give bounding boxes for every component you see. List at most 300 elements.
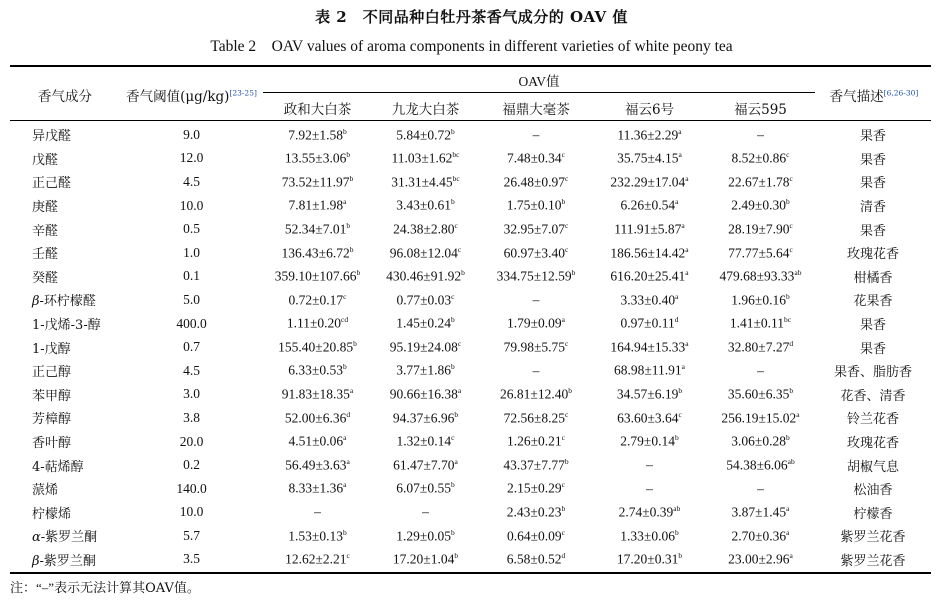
component-name (10, 170, 120, 194)
component-label: 1-戊烯-3-醇 (32, 318, 101, 334)
oav-value-cell (479, 359, 593, 383)
oav-value-cell (263, 548, 372, 572)
oav-value-cell (593, 453, 706, 477)
oav-value: 1.29±0.05 (396, 528, 451, 544)
header-rule (10, 120, 931, 121)
oav-value: 430.46±91.92 (386, 268, 462, 284)
top-rule (10, 65, 931, 67)
oav-value: 3.33±0.40 (620, 292, 676, 308)
aroma-description: 果香 (859, 152, 886, 168)
note-prefix: 注： (10, 581, 37, 596)
threshold-value: 0.2 (183, 457, 200, 473)
significance-letter: b (454, 551, 459, 561)
oav-value-cell (593, 548, 706, 572)
component-name (10, 383, 120, 407)
bottom-rule (10, 572, 931, 574)
oav-value: 232.29±17.04 (610, 174, 686, 190)
significance-letter: c (561, 433, 565, 443)
oav-value: 60.97±3.40 (503, 245, 566, 261)
table-row (10, 194, 931, 218)
significance-letter: b (450, 362, 455, 372)
oav-value: 1.53±0.13 (288, 528, 343, 544)
oav-value: 2.74±0.39 (618, 504, 674, 520)
component-name (10, 453, 120, 477)
threshold-value: 0.1 (183, 268, 200, 284)
table-row (10, 501, 931, 525)
oav-value: 61.47±7.70 (393, 457, 455, 473)
threshold-value: 3.8 (183, 409, 200, 425)
component-name (10, 147, 120, 171)
significance-letter: b (450, 315, 455, 325)
component-label: 壬醛 (32, 247, 59, 263)
threshold-value: 20.0 (179, 433, 204, 449)
oav-value-cell (263, 288, 372, 312)
significance-letter: bc (784, 315, 792, 325)
oav-value-cell (372, 265, 479, 289)
oav-value-cell (593, 241, 706, 265)
significance-letter: b (356, 268, 361, 278)
significance-letter: a (343, 197, 347, 207)
oav-value: 73.52±11.97 (281, 174, 350, 190)
oav-value-cell (593, 477, 706, 501)
header-threshold (120, 85, 263, 105)
significance-letter: c (565, 220, 569, 230)
significance-letter: c (565, 338, 569, 348)
significance-letter: c (457, 244, 462, 254)
oav-value: 96.08±12.04 (389, 245, 458, 261)
oav-value-cell (479, 406, 593, 430)
component-label: -紫罗兰酮 (39, 553, 96, 569)
header-threshold-ref: [23-25] (229, 88, 257, 98)
significance-letter: c (789, 244, 793, 254)
oav-value-cell (263, 265, 372, 289)
oav-value: 77.77±5.64 (728, 245, 790, 261)
significance-letter: d (346, 409, 351, 419)
significance-letter: a (675, 291, 679, 301)
significance-letter: b (785, 197, 790, 207)
significance-letter: ab (787, 456, 795, 466)
oav-value-cell (479, 335, 593, 359)
significance-letter: b (561, 504, 566, 514)
table-row (10, 430, 931, 454)
oav-value-cell (372, 288, 479, 312)
oav-value: 6.58±0.52 (506, 551, 562, 567)
significance-letter: a (678, 150, 682, 160)
oav-value-cell (593, 359, 706, 383)
significance-letter: a (343, 480, 347, 490)
oav-value: 28.19±7.90 (728, 221, 790, 237)
oav-value: 52.00±6.36 (284, 410, 347, 426)
oav-value-cell (372, 217, 479, 241)
oav-value: 334.75±12.59 (496, 268, 572, 284)
component-label: -环柠檬醛 (39, 294, 96, 310)
table-row (10, 548, 931, 572)
oav-value-cell (706, 265, 815, 289)
threshold-value: 10.0 (179, 504, 204, 520)
oav-value: 256.19±15.02 (721, 410, 797, 426)
significance-letter: b (461, 268, 465, 278)
oav-value-cell (372, 501, 479, 525)
threshold-value: 1.0 (183, 244, 200, 260)
component-name (10, 406, 120, 430)
threshold-value: 0.7 (183, 339, 200, 355)
significance-letter: cd (341, 315, 349, 325)
component-name (10, 430, 120, 454)
oav-value-cell (593, 501, 706, 525)
significance-letter: b (450, 527, 455, 537)
oav-value: 1.26±0.21 (506, 433, 562, 449)
threshold-value: 9.0 (183, 126, 200, 142)
table-body (10, 123, 931, 571)
oav-value-cell (706, 335, 815, 359)
oav-value-cell (479, 477, 593, 501)
oav-value: 91.83±18.35 (281, 386, 350, 402)
table-row (10, 288, 931, 312)
component-label: 柠檬烯 (32, 506, 72, 522)
significance-letter: a (681, 362, 685, 372)
oav-value-cell (263, 123, 372, 147)
significance-letter: b (785, 291, 790, 301)
oav-value: 23.00±2.96 (728, 551, 790, 567)
oav-value: 32.80±7.27 (727, 339, 790, 355)
component-name (10, 241, 120, 265)
oav-value-cell (263, 383, 372, 407)
aroma-description: 果香 (859, 129, 886, 145)
significance-letter: a (678, 126, 682, 136)
oav-value-cell (706, 194, 815, 218)
note-dash: “–” (36, 580, 55, 595)
oav-value: 1.32±0.14 (396, 433, 452, 449)
note-text: 表示无法计算其OAV值。 (54, 581, 200, 596)
oav-value: 32.95±7.07 (503, 221, 566, 237)
header-description-label: 香气描述 (829, 89, 884, 105)
oav-value: 6.33±0.53 (288, 362, 343, 378)
oav-value-cell (479, 312, 593, 336)
oav-value: 56.49±3.63 (285, 457, 347, 473)
header-description-ref: [6,26-30] (883, 88, 919, 98)
oav-value: 186.56±14.42 (610, 245, 686, 261)
table-row (10, 477, 931, 501)
oav-value-cell (706, 217, 815, 241)
significance-letter: c (678, 409, 682, 419)
oav-value: 13.55±3.06 (284, 150, 347, 166)
oav-value: 94.37±6.96 (392, 410, 455, 426)
oav-value: 7.81±1.98 (288, 197, 344, 213)
aroma-description: 果香、脂肪香 (833, 365, 912, 381)
significance-letter: b (678, 386, 683, 396)
oav-value: 7.92±1.58 (288, 127, 343, 143)
oav-value-cell (479, 265, 593, 289)
significance-letter: a (346, 456, 350, 466)
oav-value: 52.34±7.01 (284, 221, 347, 237)
oav-value: 63.60±3.64 (617, 410, 679, 426)
significance-letter: c (786, 150, 790, 160)
aroma-description: 清香 (859, 200, 886, 216)
aroma-description: 铃兰花香 (846, 412, 899, 428)
significance-letter: b (342, 126, 347, 136)
component-label: 正己醇 (32, 365, 72, 381)
significance-letter: b (674, 527, 679, 537)
oav-value-cell (372, 430, 479, 454)
significance-letter: b (349, 173, 354, 183)
table-row (10, 383, 931, 407)
oav-value: 43.37±7.77 (503, 457, 565, 473)
oav-value-cell (263, 501, 372, 525)
significance-letter: b (342, 527, 347, 537)
threshold-value: 4.5 (183, 362, 200, 378)
oav-value: 0.72±0.17 (288, 292, 344, 308)
oav-value: 136.43±6.72 (281, 245, 350, 261)
significance-letter: d (561, 551, 566, 561)
oav-value: 2.49±0.30 (731, 197, 786, 213)
oav-value-cell (372, 548, 479, 572)
oav-value-cell (479, 147, 593, 171)
aroma-description: 紫罗兰花香 (840, 530, 906, 546)
threshold-value: 5.0 (183, 291, 200, 307)
oav-value: 8.33±1.36 (288, 480, 344, 496)
significance-letter: b (450, 197, 455, 207)
oav-value-cell (372, 194, 479, 218)
aroma-description: 柠檬香 (853, 506, 893, 522)
oav-value-cell (593, 383, 706, 407)
significance-letter: bc (452, 150, 460, 160)
oav-value: 0.97±0.11 (620, 315, 675, 331)
oav-value: 6.26±0.54 (620, 197, 676, 213)
oav-value: – (314, 504, 321, 520)
oav-value-cell (479, 453, 593, 477)
component-label: 辛醛 (32, 223, 59, 239)
aroma-description: 紫罗兰花香 (840, 553, 906, 569)
oav-value: 34.57±6.19 (616, 386, 679, 402)
component-label: 庚醛 (32, 200, 59, 216)
oav-value-cell (706, 430, 815, 454)
significance-letter: c (561, 480, 565, 490)
oav-value-cell (706, 147, 815, 171)
significance-letter: a (349, 386, 354, 396)
significance-letter: a (343, 433, 347, 443)
significance-letter: c (565, 409, 569, 419)
significance-letter: c (565, 244, 569, 254)
component-label: 正己醛 (32, 176, 72, 192)
oav-value-cell (263, 170, 372, 194)
oav-value: 1.11±0.20 (286, 315, 342, 331)
threshold-value: 0.5 (183, 221, 200, 237)
oav-value-cell (706, 406, 815, 430)
oav-value: 35.75±4.15 (617, 150, 679, 166)
significance-letter: c (565, 173, 569, 183)
significance-letter: b (674, 433, 679, 443)
oav-value-cell (706, 312, 815, 336)
significance-letter: b (561, 197, 566, 207)
oav-value-cell (372, 241, 479, 265)
oav-value-cell (479, 217, 593, 241)
significance-letter: b (454, 409, 459, 419)
significance-letter: a (685, 244, 689, 254)
oav-value: – (646, 457, 653, 473)
component-name (10, 123, 120, 147)
oav-value-cell (372, 383, 479, 407)
oav-value-cell (593, 312, 706, 336)
component-name (10, 524, 120, 548)
isomer-prefix: α (32, 530, 41, 546)
significance-letter: c (789, 220, 793, 230)
oav-value: 79.98±5.75 (503, 339, 566, 355)
oav-value: 0.64±0.09 (506, 528, 562, 544)
significance-letter: b (785, 433, 790, 443)
component-label: 戊醛 (32, 152, 59, 168)
oav-value: 3.43±0.61 (396, 197, 451, 213)
component-name (10, 217, 120, 241)
component-label: 癸醛 (32, 270, 59, 286)
oav-value-cell (706, 359, 815, 383)
aroma-description: 果香 (859, 341, 886, 357)
oav-value-cell (263, 453, 372, 477)
aroma-description: 花香、清香 (840, 388, 906, 404)
aroma-description: 玫瑰花香 (846, 436, 899, 452)
oav-value-cell (479, 241, 593, 265)
oav-value: – (646, 480, 653, 496)
oav-value-cell (706, 170, 815, 194)
significance-letter: b (564, 456, 569, 466)
significance-letter: ab (673, 504, 681, 514)
component-name (10, 265, 120, 289)
oav-value-cell (263, 477, 372, 501)
table-row (10, 524, 931, 548)
oav-value-cell (263, 217, 372, 241)
oav-value-cell (479, 501, 593, 525)
oav-value: 2.70±0.36 (731, 528, 787, 544)
component-label: 异戊醛 (32, 129, 72, 145)
table-row (10, 241, 931, 265)
oav-value-cell (706, 288, 815, 312)
oav-value: 2.79±0.14 (620, 433, 675, 449)
significance-letter: c (454, 220, 458, 230)
oav-value: – (757, 126, 764, 142)
oav-value: 8.52±0.86 (731, 150, 787, 166)
threshold-value: 4.5 (183, 173, 200, 189)
aroma-description: 柑橘香 (853, 270, 893, 286)
header-variety-4: 福云6号 (624, 102, 675, 118)
threshold-value: 140.0 (176, 480, 207, 496)
header-variety-1: 政和大白茶 (283, 102, 352, 118)
oav-value-cell (593, 430, 706, 454)
significance-letter: a (675, 197, 679, 207)
header-variety-5: 福云595 (734, 102, 787, 118)
oav-value: 12.62±2.21 (285, 551, 347, 567)
threshold-value: 5.7 (183, 527, 200, 543)
header-variety-3: 福鼎大毫茶 (502, 102, 570, 118)
oav-value: 17.20±1.04 (392, 551, 455, 567)
oav-value-cell (593, 524, 706, 548)
oav-value: – (757, 480, 764, 496)
oav-value: 54.38±6.06 (726, 457, 788, 473)
oav-value: 24.38±2.80 (393, 221, 455, 237)
oav-subheader-rule (263, 92, 815, 93)
oav-value: 2.43±0.23 (506, 504, 562, 520)
significance-letter: c (346, 551, 350, 561)
oav-value-cell (263, 241, 372, 265)
aroma-description: 胡椒气息 (846, 459, 899, 475)
significance-letter: bc (452, 173, 460, 183)
threshold-value: 12.0 (179, 150, 204, 166)
significance-letter: a (454, 456, 458, 466)
significance-letter: a (457, 386, 462, 396)
oav-value-cell (263, 406, 372, 430)
significance-letter: b (346, 150, 351, 160)
oav-table (10, 123, 931, 571)
component-label: 蒎烯 (32, 483, 59, 499)
oav-value: 1.75±0.10 (506, 197, 562, 213)
oav-value: 0.77±0.03 (396, 292, 452, 308)
oav-value-cell (263, 312, 372, 336)
oav-value: 1.41±0.11 (729, 315, 785, 331)
oav-value: 26.48±0.97 (503, 174, 566, 190)
significance-letter: b (349, 244, 354, 254)
oav-value-cell (706, 524, 815, 548)
threshold-value: 3.0 (183, 386, 200, 402)
oav-value: 2.15±0.29 (506, 480, 562, 496)
significance-letter: ab (794, 268, 802, 278)
oav-value: 68.98±11.91 (613, 362, 682, 378)
oav-value: 6.07±0.55 (396, 480, 451, 496)
oav-value-cell (706, 548, 815, 572)
oav-value: 4.51±0.06 (288, 433, 344, 449)
significance-letter: c (451, 433, 455, 443)
oav-value: 1.96±0.16 (731, 292, 786, 308)
oav-value: 3.87±1.45 (731, 504, 787, 520)
component-label: 苯甲醇 (32, 388, 72, 404)
aroma-description: 果香 (859, 318, 886, 334)
table-caption-zh: 表 2 不同品种白牡丹茶香气成分的 OAV 值 (315, 8, 628, 26)
oav-value-cell (263, 430, 372, 454)
oav-value-cell (263, 147, 372, 171)
significance-letter: d (674, 315, 679, 325)
oav-value: 11.36±2.29 (617, 127, 679, 143)
table-row (10, 406, 931, 430)
aroma-description: 果香 (859, 176, 886, 192)
oav-value-cell (263, 335, 372, 359)
oav-value-cell (372, 453, 479, 477)
table-row (10, 335, 931, 359)
component-label: -紫罗兰酮 (40, 530, 98, 546)
oav-value-cell (372, 477, 479, 501)
oav-value: 1.33±0.06 (620, 528, 675, 544)
oav-value-cell (263, 194, 372, 218)
component-name (10, 548, 120, 572)
oav-value-cell (593, 217, 706, 241)
threshold-value: 400.0 (176, 315, 207, 331)
significance-letter: c (457, 338, 462, 348)
header-description (815, 85, 933, 105)
oav-value: 35.60±6.35 (727, 386, 790, 402)
oav-value-cell (706, 241, 815, 265)
oav-value-cell (479, 383, 593, 407)
oav-value-cell (593, 123, 706, 147)
significance-letter: c (561, 150, 565, 160)
significance-letter: a (685, 268, 689, 278)
oav-value-cell (593, 288, 706, 312)
oav-value-cell (593, 147, 706, 171)
oav-value-cell (593, 335, 706, 359)
significance-letter: b (450, 480, 455, 490)
component-name (10, 501, 120, 525)
significance-letter: a (685, 338, 689, 348)
oav-value-cell (372, 170, 479, 194)
oav-value: 155.40±20.85 (278, 339, 354, 355)
oav-value-cell (706, 123, 815, 147)
aroma-description: 松油香 (853, 483, 893, 499)
significance-letter: b (678, 551, 683, 561)
